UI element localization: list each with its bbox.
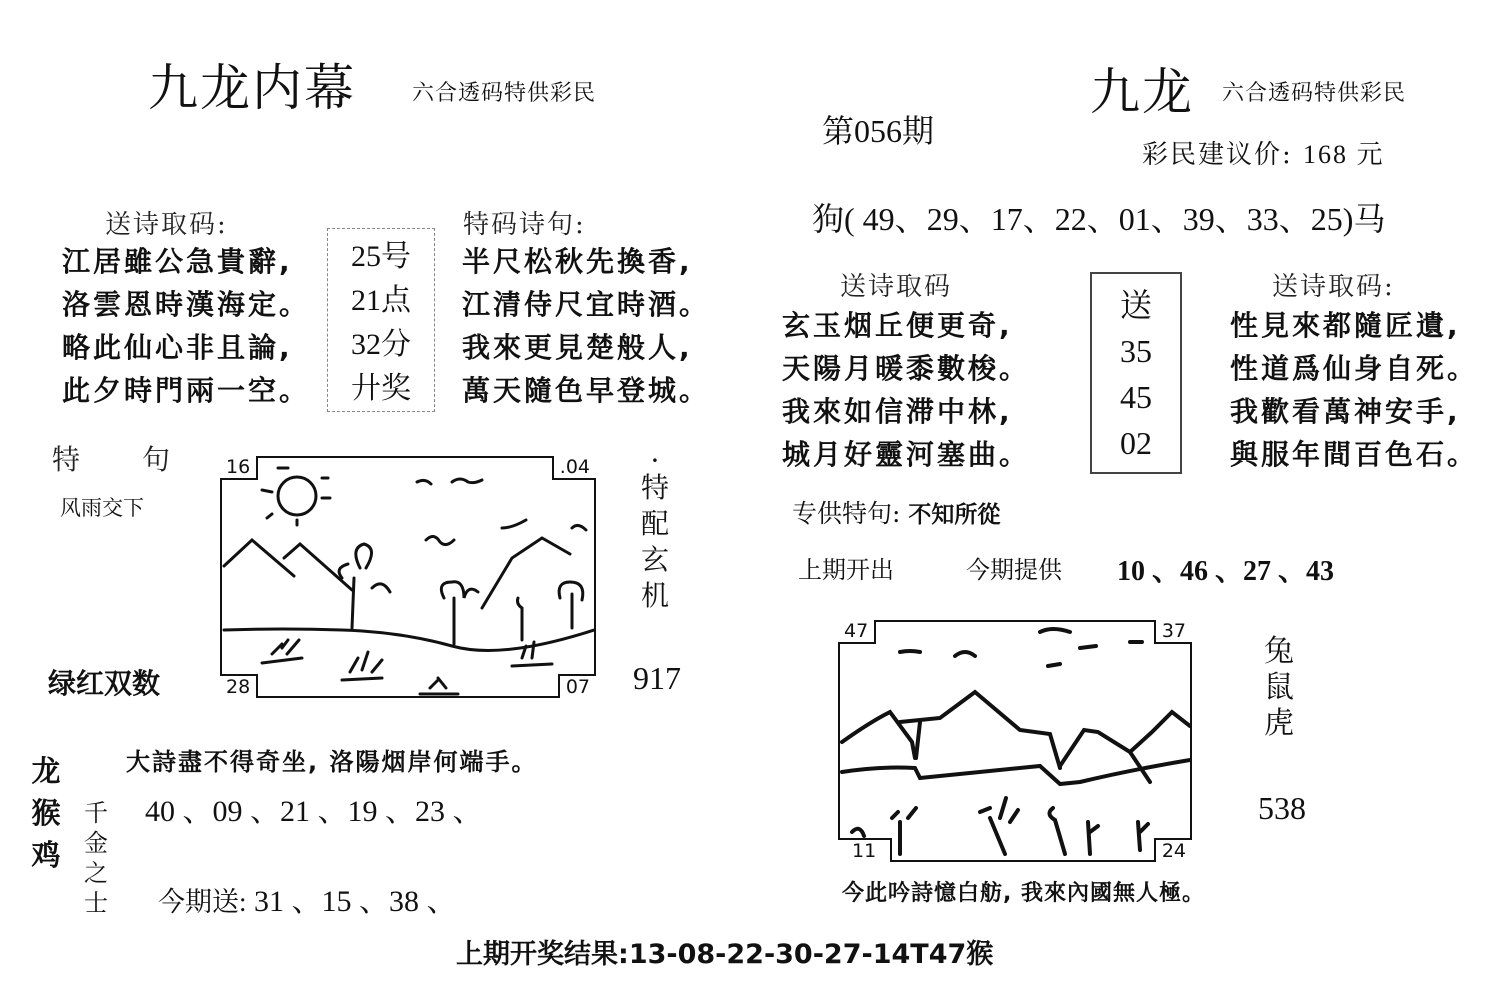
left-landscape-picture [220,456,596,698]
landscape-drawing [840,622,1190,860]
landscape-drawing [222,458,594,696]
poem-line: 性見來都隨匠遺, [1230,309,1461,342]
right-poem-left [782,304,1030,476]
price: 彩民建议价: 168 元 [1142,140,1385,170]
corner-number-top-right: 37 [1154,620,1192,644]
left-poem [62,240,310,412]
box-line: 送 [1119,287,1152,323]
poem-line: 我歡看萬神安手, [1230,395,1461,428]
special-poem-label: 特码诗句: [463,210,586,240]
poem-line: 城月好靈河塞曲。 [782,438,1031,471]
poem-line: 洛雲恩時漢海定。 [62,288,311,321]
box-line: 21点 [351,284,411,317]
last-period-label: 上期开出 [798,556,894,584]
right-poem-right [1230,304,1478,476]
right-landscape-picture [838,620,1192,862]
left-verse: 大詩盡不得奇坐, 洛陽烟岸何端手。 [126,748,538,776]
corner-number-bottom-left: 28 [220,674,258,698]
poem-line: 江清侍尺宜時酒。 [462,288,711,321]
left-number-list: 40 、09 、21 、19 、23 、 [145,795,483,828]
special-poem [462,240,710,412]
side-vertical-text: · 特 配 玄 机 [640,444,669,612]
period-number: 第056期 [822,113,935,149]
left-center-box [327,228,435,412]
corner-number-top-left: 16 [220,456,258,480]
box-line: 廾奖 [351,372,411,405]
last-result: 上期开奖结果:13-08-22-30-27-14T47猴 [456,939,994,970]
poem-line: 與服年間百色石。 [1230,438,1479,471]
this-period-numbers: 10 、46 、27 、43 [1117,556,1335,587]
left-title: 九龙内幕 [148,59,356,117]
poem-line: 萬天隨色早登城。 [462,374,711,407]
special-phrase-label: 特 句 [52,443,173,476]
box-line: 45 [1120,379,1152,415]
right-side-number: 538 [1258,790,1306,826]
right-title: 九龙 [1090,63,1194,121]
this-period-label: 今期提供 [966,556,1062,584]
phrase-vertical: 千 金 之 士 [84,799,108,917]
poem-line: 半尺松秋先換香, [462,245,693,278]
poem-line: 江居雖公急貴辭, [62,245,293,278]
corner-number-bottom-right: 07 [558,674,596,698]
poem-line: 我來如信滞中林, [782,395,1013,428]
box-line: 25号 [351,240,411,273]
color-hint: 绿红双数 [48,667,161,700]
right-center-box [1090,272,1182,474]
this-period-send: 今期送: 31 、15 、38 、 [158,885,457,918]
poem-line: 性道爲仙身自死。 [1230,352,1479,385]
right-verse: 今此吟詩憶白舫, 我來內國無人極。 [842,881,1206,906]
left-poem-label: 送诗取码: [105,210,228,240]
poem-line: 我來更見楚般人, [462,331,693,364]
corner-number-top-left: 47 [838,620,876,644]
corner-number-bottom-right: 24 [1154,838,1192,862]
poem-line: 此夕時門兩一空。 [62,374,311,407]
box-line: 35 [1120,333,1152,369]
poem-line: 略此仙心非且論, [62,331,293,364]
zodiac-vertical: 龙 猴 鸡 [31,754,61,872]
box-line: 32分 [351,328,411,361]
right-poem-left-label: 送诗取码 [840,272,953,302]
special-phrase-value: 风雨交下 [60,496,144,520]
corner-number-bottom-left: 11 [838,838,892,862]
right-subtitle: 六合透码特供彩民 [1222,81,1407,106]
side-number: 917 [633,660,681,696]
left-subtitle: 六合透码特供彩民 [412,81,597,106]
zodiac-range: 狗( 49、29、17、22、01、39、33、25)马 [812,201,1386,237]
poem-line: 天陽月暖黍數梭。 [782,352,1031,385]
corner-number-top-right: .04 [552,456,596,480]
poem-line: 玄玉烟丘便更奇, [782,309,1013,342]
right-side-vertical: 兔 鼠 虎 [1264,634,1294,741]
box-line: 02 [1120,425,1152,461]
right-special-phrase: 专供特句: 不知所從 [792,499,1001,528]
right-poem-right-label: 送诗取码: [1272,272,1395,302]
